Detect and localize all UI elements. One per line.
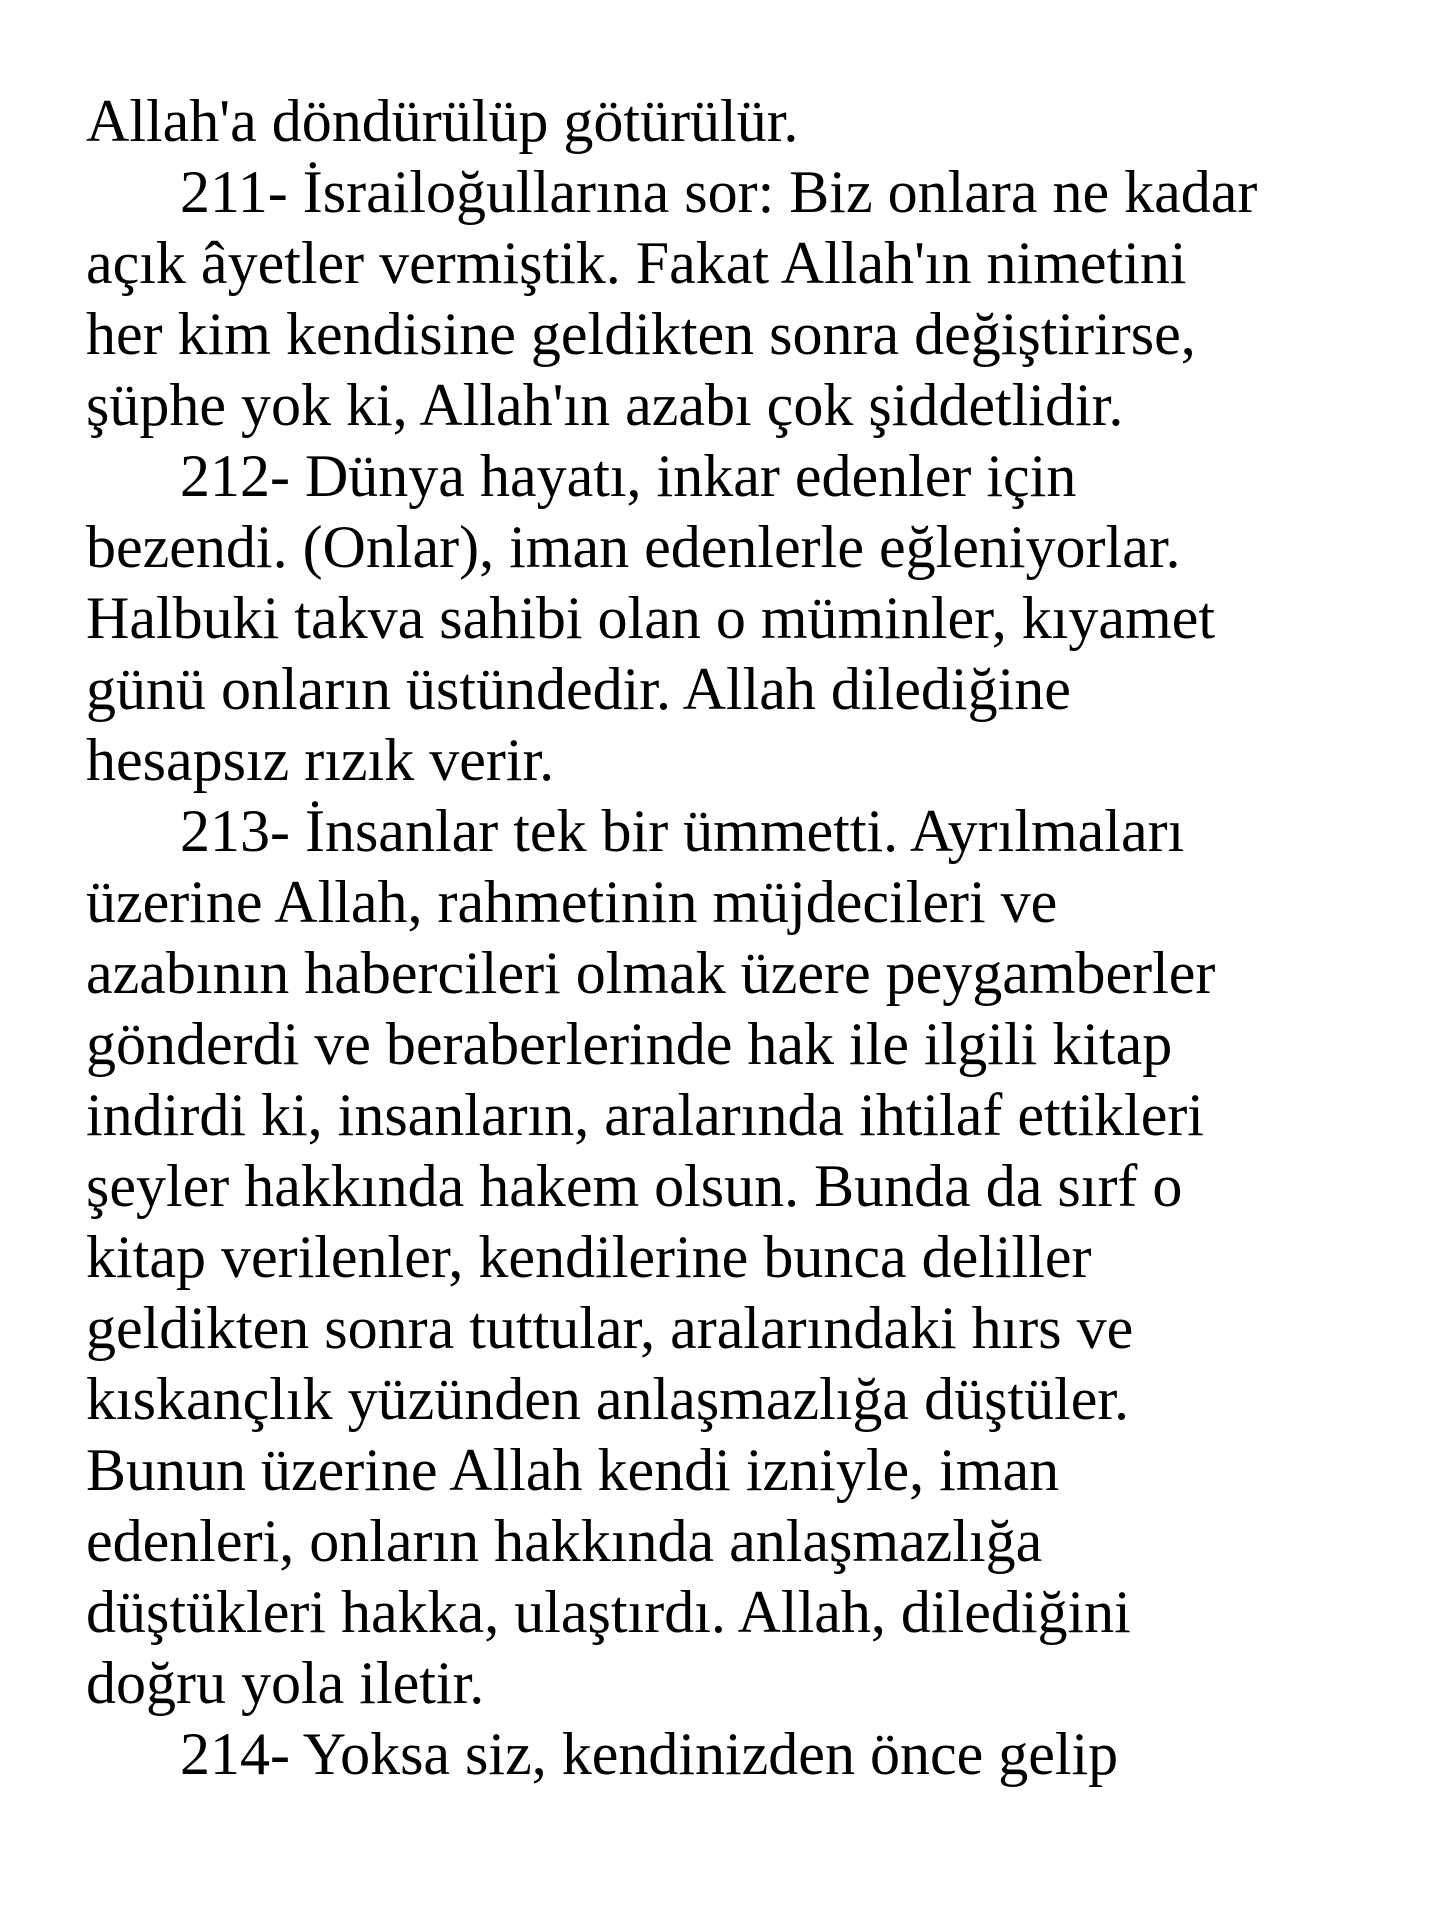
text-line: geldikten sonra tuttular, aralarındaki hırs ve [86,1295,1134,1361]
text-line: Allah'a döndürülüp götürülür. [86,88,799,154]
text-line: kıskançlık yüzünden anlaşmazlığa düştüler. [86,1366,1130,1432]
text-line: Halbuki takva sahibi olan o müminler, kıyamet [86,585,1216,651]
text-line: günü onların üstündedir. Allah dilediğine [86,656,1071,722]
verse-211-start: 211- İsrailoğullarına sor: Biz onlara ne kadar [180,159,1258,225]
text-line: açık âyetler vermiştik. Fakat Allah'ın nimetini [86,230,1187,296]
text-line: azabının habercileri olmak üzere peygamberler [86,940,1216,1006]
text-line: Bunun üzerine Allah kendi izniyle, iman [86,1437,1060,1503]
text-line: şüphe yok ki, Allah'ın azabı çok şiddetlidir. [86,372,1124,438]
verse-213-start: 213- İnsanlar tek bir ümmetti. Ayrılmaları [180,798,1185,864]
verse-212-start: 212- Dünya hayatı, inkar edenler için [180,443,1077,509]
text-line: indirdi ki, insanların, aralarında ihtilaf ettikleri [86,1082,1204,1148]
text-line: şeyler hakkında hakem olsun. Bunda da sırf o [86,1153,1183,1219]
verse-214-start: 214- Yoksa siz, kendinizden önce gelip [180,1721,1119,1787]
text-line: düştükleri hakka, ulaştırdı. Allah, dilediğini [86,1579,1131,1645]
text-line: gönderdi ve beraberlerinde hak ile ilgili kitap [86,1011,1173,1077]
text-line: her kim kendisine geldikten sonra değiştirirse, [86,301,1196,367]
text-line: üzerine Allah, rahmetinin müjdecileri ve [86,869,1058,935]
text-line: bezendi. (Onlar), iman edenlerle eğleniyorlar. [86,514,1181,580]
text-line: hesapsız rızık verir. [86,727,555,793]
text-line: edenleri, onların hakkında anlaşmazlığa [86,1508,1043,1574]
text-line: doğru yola iletir. [86,1650,485,1716]
text-line: kitap verilenler, kendilerine bunca deliller [86,1224,1092,1290]
document-page [86,86,1406,1790]
